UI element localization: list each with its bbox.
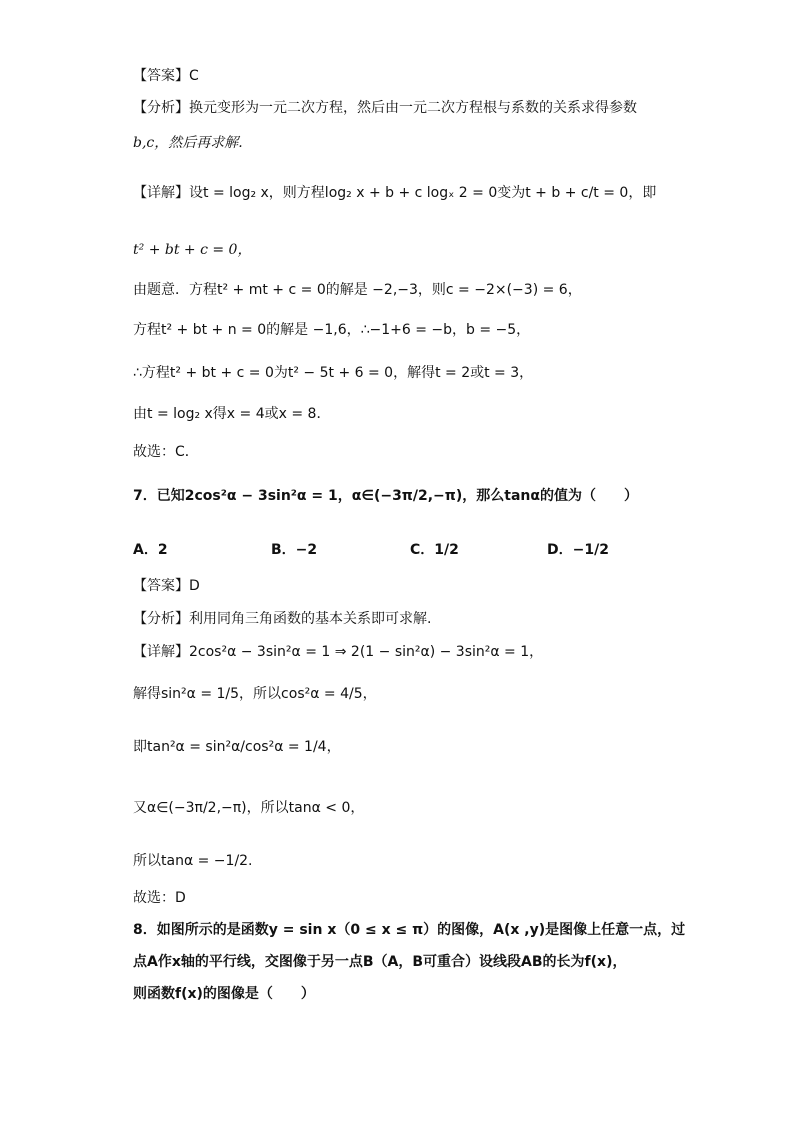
analysis-text: 利用同角三角函数的基本关系即可求解. bbox=[189, 611, 432, 627]
option-b: B．−2 bbox=[271, 542, 318, 558]
q7-detail-line-3 bbox=[133, 737, 341, 757]
q6-detail-line-3 bbox=[133, 280, 582, 300]
q7-detail-line-4 bbox=[133, 798, 364, 818]
detail-text: 由题意．方程t² + mt + c = 0的解是 −2,−3，则c = −2×(−3) = 6， bbox=[133, 282, 582, 298]
q7-detail-line-2 bbox=[133, 684, 377, 704]
q6-detail-line-5 bbox=[133, 363, 533, 383]
question-stem: 点A作x轴的平行线，交图像于另一点B（A，B可重合）设线段AB的长为f(x)， bbox=[133, 954, 627, 970]
detail-text: 2cos²α − 3sin²α = 1 ⇒ 2(1 − sin²α) − 3sin²α = 1， bbox=[189, 644, 544, 660]
detail-text: 解得sin²α = 1/5，所以cos²α = 4/5， bbox=[133, 686, 377, 702]
detail-tag: 【详解】 bbox=[133, 185, 189, 201]
q8-stem-line-3 bbox=[133, 984, 315, 1004]
question-stem: 8．如图所示的是函数y = sin x（0 ≤ x ≤ π）的图像，A(x ,y)是图像上任意一点，过 bbox=[133, 922, 686, 938]
question-stem: 则函数f(x)的图像是（ ） bbox=[133, 986, 315, 1002]
detail-text: 所以tanα = −1/2. bbox=[133, 853, 253, 869]
q7-analysis-line bbox=[133, 609, 431, 629]
choose-text: 故选：D bbox=[133, 890, 186, 906]
q6-detail-line-4 bbox=[133, 320, 530, 340]
detail-equation: t² + bt + c = 0， bbox=[133, 242, 252, 258]
answer-tag: 【答案】 bbox=[133, 578, 189, 594]
detail-text: 由t = log₂ x得x = 4或x = 8． bbox=[133, 406, 331, 422]
q7-stem bbox=[133, 486, 638, 506]
detail-text: ∴方程t² + bt + c = 0为t² − 5t + 6 = 0，解得t = 2或t = 3， bbox=[133, 365, 534, 381]
question-stem: 7．已知2cos²α − 3sin²α = 1，α∈(−3π/2,−π)，那么tanα的值为（ ） bbox=[133, 488, 638, 504]
analysis-text-cont: b,c，然后再求解. bbox=[133, 135, 243, 151]
q7-options bbox=[133, 540, 693, 562]
detail-tag: 【详解】 bbox=[133, 644, 189, 660]
q7-choose-line bbox=[133, 888, 186, 908]
q7-detail-line-1 bbox=[133, 642, 543, 662]
q6-detail-line-6 bbox=[133, 404, 330, 424]
analysis-tag: 【分析】 bbox=[133, 100, 189, 116]
answer-tag: 【答案】 bbox=[133, 68, 189, 84]
q6-detail-line-2 bbox=[133, 240, 251, 260]
analysis-tag: 【分析】 bbox=[133, 611, 189, 627]
q8-stem-line-2 bbox=[133, 952, 626, 972]
analysis-text: 换元变形为一元二次方程，然后由一元二次方程根与系数的关系求得参数 bbox=[189, 100, 637, 116]
q6-detail-line-1 bbox=[133, 183, 656, 203]
q7-detail-line-5 bbox=[133, 851, 253, 871]
answer-value: C bbox=[189, 68, 199, 84]
q7-answer-line bbox=[133, 576, 200, 596]
q6-analysis-line-2 bbox=[133, 133, 243, 153]
q8-stem-line-1 bbox=[133, 920, 685, 940]
q6-analysis-line bbox=[133, 98, 637, 118]
detail-text: 又α∈(−3π/2,−π)，所以tanα < 0， bbox=[133, 800, 365, 816]
answer-value: D bbox=[189, 578, 200, 594]
choose-text: 故选：C． bbox=[133, 444, 199, 460]
q6-choose-line bbox=[133, 442, 199, 462]
option-d: D．−1/2 bbox=[547, 542, 609, 558]
detail-text: 即tan²α = sin²α/cos²α = 1/4， bbox=[133, 739, 341, 755]
q6-answer-line bbox=[133, 66, 199, 86]
option-a: A．2 bbox=[133, 542, 168, 558]
option-c: C．1/2 bbox=[410, 542, 459, 558]
detail-text: 设t = log₂ x，则方程log₂ x + b + c logₓ 2 = 0变为t + b + c/t = 0，即 bbox=[189, 185, 657, 201]
detail-text: 方程t² + bt + n = 0的解是 −1,6，∴−1+6 = −b，b = −5， bbox=[133, 322, 531, 338]
